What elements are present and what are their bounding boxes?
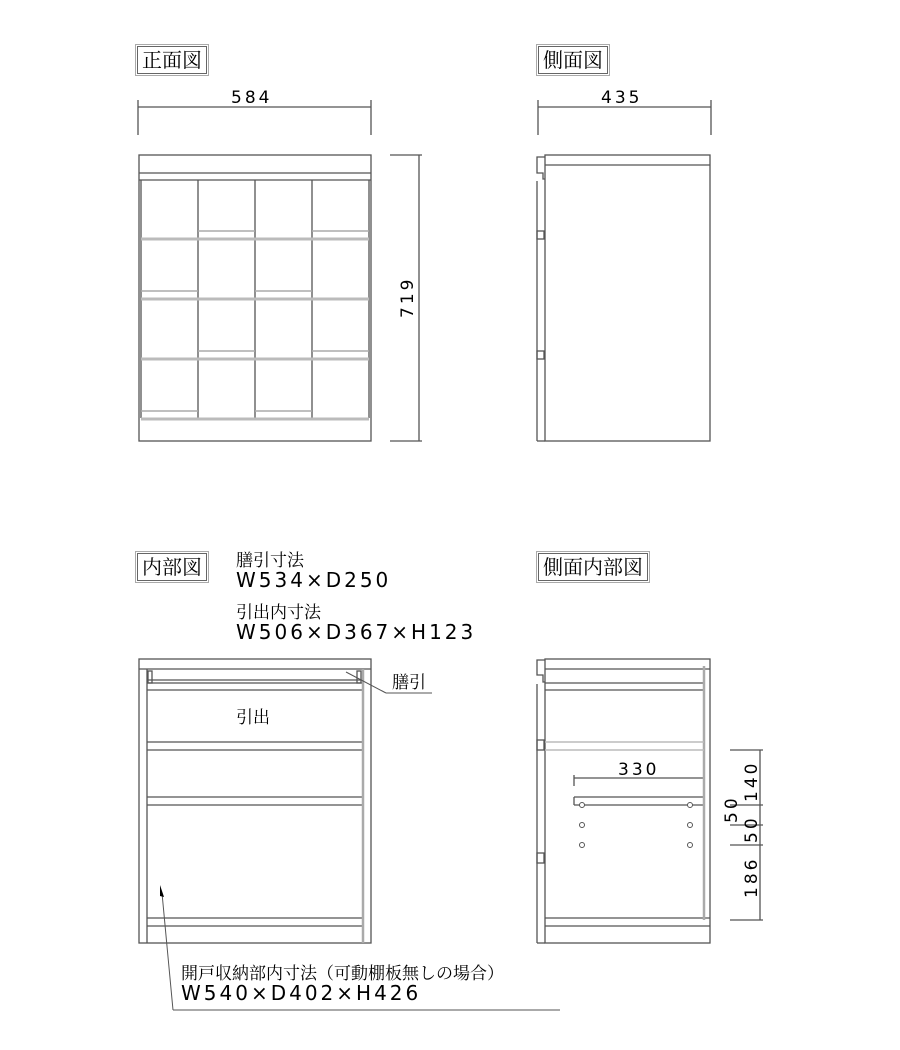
side-interior-view-label: 側面内部図 [538, 553, 648, 581]
tray-dimensions-note [236, 552, 391, 590]
dim-186: 186 [742, 856, 762, 898]
drawer-dims: W506×D367×H123 [236, 620, 477, 644]
dim-50-b: 50 [742, 815, 762, 843]
front-height-dimension: 719 [398, 276, 418, 318]
side-depth-dimension: 435 [601, 88, 643, 108]
cabinet-dimensions-note [181, 965, 504, 1003]
side-view-label: 側面図 [538, 46, 608, 74]
tray-title: 膳引寸法 [236, 551, 304, 571]
dim-140: 140 [742, 760, 762, 802]
tray-callout-label: 膳引 [392, 673, 426, 693]
interior-view-label: 内部図 [137, 553, 207, 581]
tray-dims: W534×D250 [236, 568, 392, 592]
front-width-dimension: 584 [231, 88, 273, 108]
cabinet-title: 開戸収納部内寸法（可動棚板無しの場合） [181, 964, 504, 984]
shelf-depth-dimension: 330 [618, 760, 660, 780]
dim-50-a: 50 [722, 795, 742, 823]
drawer-label: 引出 [236, 708, 270, 728]
drawer-title: 引出内寸法 [236, 603, 321, 623]
cabinet-dims: W540×D402×H426 [181, 981, 422, 1005]
drawer-dimensions-note [236, 604, 476, 642]
front-view-label: 正面図 [137, 46, 207, 74]
